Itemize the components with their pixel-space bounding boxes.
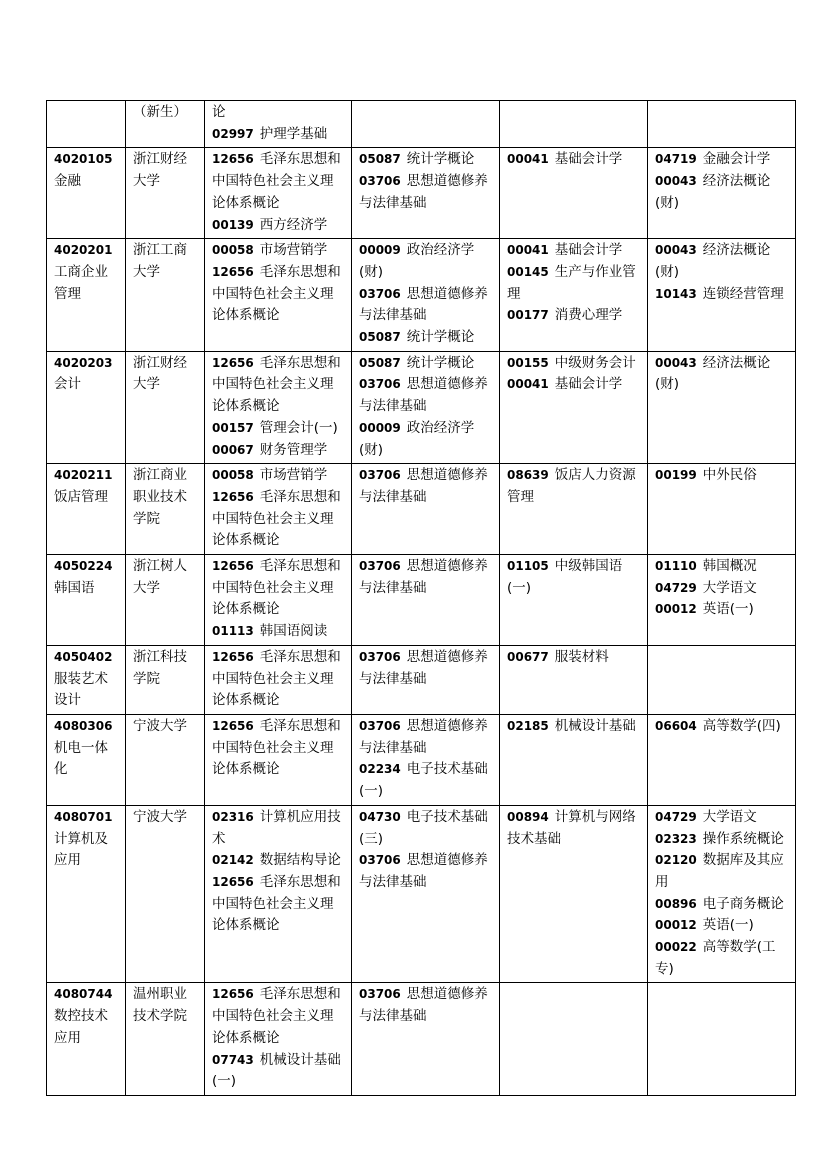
table-row [47, 645, 796, 714]
major-name: 会计 [54, 376, 81, 393]
major-code: 4020211 [54, 468, 113, 483]
course-code: 00041 [507, 243, 549, 258]
courses-cell-c4 [648, 983, 796, 1096]
course-code: 04719 [655, 152, 697, 167]
course-code: 01105 [507, 559, 549, 574]
courses-cell-c2 [352, 805, 500, 983]
course-name: 金融会计学 [702, 151, 771, 168]
course-name: 论 [212, 104, 226, 120]
course-name: 基础会计学 [554, 376, 623, 393]
course-entry [212, 102, 346, 124]
course-code: 12656 [212, 987, 254, 1002]
course-entry [655, 716, 790, 738]
major-code: 4050402 [54, 649, 113, 664]
course-entry [507, 262, 642, 305]
courses-cell-c1 [205, 239, 352, 352]
course-name: 西方经济学 [259, 216, 328, 233]
courses-cell-c3 [500, 983, 648, 1096]
course-name: 经济法概论(财) [655, 242, 771, 280]
course-code: 00155 [507, 355, 549, 370]
course-name: 大学语文 [702, 808, 757, 825]
course-name: 韩国语阅读 [259, 623, 328, 640]
courses-cell-c4 [648, 148, 796, 239]
course-name: 毛泽东思想和中国特色社会主义理论体系概论 [212, 648, 341, 709]
school-cell [126, 351, 205, 464]
course-code: 00012 [655, 602, 697, 617]
course-name: 思想道德修养与法律基础 [359, 717, 488, 756]
course-entry [212, 215, 346, 237]
course-entry [212, 353, 346, 418]
course-name: 思想道德修养与法律基础 [359, 648, 488, 687]
course-entry [507, 305, 642, 327]
course-entry [212, 716, 346, 781]
course-code: 00199 [655, 468, 697, 483]
table-body [47, 101, 796, 1096]
course-entry [212, 465, 346, 487]
course-entry [212, 124, 346, 146]
course-name: 高等数学(工专) [655, 939, 776, 977]
course-name: 思想道德修养与法律基础 [359, 173, 488, 211]
course-name: 电子技术基础(三) [359, 808, 488, 847]
table-row [47, 805, 796, 983]
course-entry [359, 240, 494, 283]
course-code: 00058 [212, 243, 254, 258]
course-name: 统计学概论 [406, 151, 475, 168]
course-code: 12656 [212, 874, 254, 889]
major-name: 工商企业管理 [54, 263, 108, 302]
course-code: 03706 [359, 286, 401, 301]
course-code: 00012 [655, 918, 697, 933]
course-name: 毛泽东思想和中国特色社会主义理论体系概论 [212, 873, 341, 934]
course-code: 06604 [655, 718, 697, 733]
school-name: 浙江财经大学 [133, 151, 187, 190]
school-name: 浙江财经大学 [133, 354, 187, 393]
major-code: 4080306 [54, 718, 113, 733]
course-name: 操作系统概论 [702, 830, 784, 847]
school-cell [126, 464, 205, 555]
courses-cell-c3 [500, 239, 648, 352]
school-cell [126, 101, 205, 148]
course-code: 04729 [655, 809, 697, 824]
major-name: 服装艺术设计 [54, 670, 108, 709]
courses-cell-c1 [205, 555, 352, 646]
course-code: 00157 [212, 420, 254, 435]
course-name: 思想道德修养与法律基础 [359, 986, 488, 1025]
school-name: 浙江商业职业技术学院 [133, 467, 187, 527]
course-entry [655, 284, 790, 306]
course-entry [212, 149, 346, 214]
courses-cell-c1 [205, 983, 352, 1096]
school-name: 宁波大学 [133, 717, 187, 734]
course-entry [359, 284, 494, 327]
school-name: （新生） [133, 104, 187, 120]
course-code: 00043 [655, 174, 697, 189]
course-entry [212, 1050, 346, 1093]
course-code: 08639 [507, 468, 549, 483]
major-code: 4020203 [54, 355, 113, 370]
courses-cell-c4 [648, 101, 796, 148]
school-cell [126, 714, 205, 805]
major-code: 4020105 [54, 152, 113, 167]
course-code: 03706 [359, 559, 401, 574]
course-code: 03706 [359, 718, 401, 733]
course-name: 电子技术基础(一) [359, 761, 488, 800]
major-code: 4080744 [54, 987, 113, 1002]
courses-cell-c1 [205, 714, 352, 805]
course-entry [359, 850, 494, 893]
course-entry [507, 716, 642, 738]
course-name: 统计学概论 [406, 329, 475, 346]
school-cell [126, 148, 205, 239]
course-name: 财务管理学 [259, 441, 328, 458]
course-code: 02185 [507, 718, 549, 733]
course-code: 02323 [655, 831, 697, 846]
course-code: 00058 [212, 468, 254, 483]
course-code: 05087 [359, 355, 401, 370]
major-cell [47, 645, 126, 714]
school-name: 浙江树人大学 [133, 558, 187, 596]
course-code: 03706 [359, 987, 401, 1002]
course-entry [507, 374, 642, 396]
course-entry [655, 915, 790, 937]
course-entry [359, 418, 494, 461]
course-entry [359, 807, 494, 850]
course-code: 02316 [212, 809, 254, 824]
course-entry [212, 418, 346, 440]
major-code: 4020201 [54, 243, 113, 258]
course-code: 00145 [507, 264, 549, 279]
course-code: 00041 [507, 377, 549, 392]
courses-cell-c2 [352, 983, 500, 1096]
major-cell [47, 101, 126, 148]
course-name: 市场营销学 [259, 467, 328, 484]
course-code: 12656 [212, 264, 254, 279]
major-cell [47, 148, 126, 239]
course-code: 02142 [212, 853, 254, 868]
course-name: 服装材料 [554, 648, 609, 665]
course-name: 韩国概况 [702, 558, 757, 575]
major-cell [47, 464, 126, 555]
course-name: 计算机与网络技术基础 [507, 808, 636, 847]
course-code: 01110 [655, 559, 697, 574]
major-cell [47, 805, 126, 983]
course-entry [359, 465, 494, 508]
course-entry [507, 556, 642, 599]
course-name: 中级财务会计 [554, 354, 636, 371]
course-name: 统计学概论 [406, 354, 475, 371]
course-name: 毛泽东思想和中国特色社会主义理论体系概论 [212, 558, 341, 618]
course-code: 05087 [359, 152, 401, 167]
course-code: 03706 [359, 649, 401, 664]
courses-cell-c4 [648, 464, 796, 555]
course-name: 毛泽东思想和中国特色社会主义理论体系概论 [212, 986, 341, 1046]
course-name: 思想道德修养与法律基础 [359, 852, 488, 890]
course-name: 消费心理学 [554, 307, 623, 324]
school-name: 温州职业技术学院 [133, 986, 187, 1025]
course-code: 12656 [212, 649, 254, 664]
course-name: 毛泽东思想和中国特色社会主义理论体系概论 [212, 354, 341, 415]
course-name: 计算机应用技术 [212, 808, 341, 847]
course-entry [655, 599, 790, 621]
course-name: 英语(一) [702, 917, 754, 934]
school-cell [126, 239, 205, 352]
course-name: 数据结构导论 [259, 852, 341, 869]
course-entry [507, 240, 642, 262]
major-cell [47, 555, 126, 646]
course-name: 经济法概论(财) [655, 173, 771, 211]
course-code: 00677 [507, 649, 549, 664]
course-code: 04730 [359, 809, 401, 824]
course-code: 00067 [212, 442, 254, 457]
course-code: 00894 [507, 809, 549, 824]
course-entry [212, 807, 346, 850]
exam-schedule-table [46, 100, 796, 1096]
courses-cell-c2 [352, 239, 500, 352]
course-code: 00043 [655, 355, 697, 370]
course-code: 00009 [359, 243, 401, 258]
course-entry [507, 149, 642, 171]
courses-cell-c4 [648, 805, 796, 983]
course-entry [655, 850, 790, 893]
major-name: 金融 [54, 173, 81, 190]
major-name: 数控技术应用 [54, 1008, 108, 1046]
courses-cell-c1 [205, 351, 352, 464]
course-entry [359, 353, 494, 375]
course-code: 00177 [507, 308, 549, 323]
course-name: 数据库及其应用 [655, 852, 784, 890]
major-code: 4080701 [54, 809, 113, 824]
course-name: 政治经济学(财) [359, 242, 475, 280]
course-entry [359, 149, 494, 171]
course-entry [655, 894, 790, 916]
course-entry [359, 327, 494, 349]
course-entry [212, 621, 346, 643]
courses-cell-c2 [352, 555, 500, 646]
course-name: 思想道德修养与法律基础 [359, 285, 488, 324]
course-entry [655, 556, 790, 578]
table-row [47, 983, 796, 1096]
course-name: 思想道德修养与法律基础 [359, 467, 488, 505]
course-code: 04729 [655, 580, 697, 595]
course-name: 机械设计基础 [554, 717, 636, 734]
course-entry [655, 149, 790, 171]
major-cell [47, 239, 126, 352]
courses-cell-c4 [648, 351, 796, 464]
courses-cell-c2 [352, 464, 500, 555]
table-row [47, 148, 796, 239]
course-code: 10143 [655, 286, 697, 301]
major-name: 计算机及应用 [54, 830, 108, 869]
course-entry [507, 465, 642, 508]
course-entry [655, 937, 790, 980]
course-name: 思想道德修养与法律基础 [359, 376, 488, 415]
course-entry [212, 240, 346, 262]
course-entry [359, 647, 494, 690]
table-row [47, 239, 796, 352]
course-entry [655, 465, 790, 487]
course-code: 00896 [655, 896, 697, 911]
course-code: 12656 [212, 355, 254, 370]
major-code: 4050224 [54, 559, 113, 574]
course-code: 00009 [359, 420, 401, 435]
course-name: 管理会计(一) [259, 419, 338, 436]
table-row [47, 101, 796, 148]
courses-cell-c2 [352, 101, 500, 148]
course-code: 12656 [212, 559, 254, 574]
course-entry [212, 487, 346, 552]
course-name: 电子商务概论 [702, 895, 784, 912]
course-entry [212, 850, 346, 872]
course-code: 03706 [359, 853, 401, 868]
school-cell [126, 983, 205, 1096]
course-name: 毛泽东思想和中国特色社会主义理论体系概论 [212, 151, 341, 211]
school-cell [126, 805, 205, 983]
course-name: 大学语文 [702, 579, 757, 596]
course-entry [359, 171, 494, 214]
major-cell [47, 714, 126, 805]
school-name: 浙江科技学院 [133, 648, 187, 687]
courses-cell-c4 [648, 645, 796, 714]
course-code: 03706 [359, 377, 401, 392]
course-entry [359, 759, 494, 802]
course-name: 高等数学(四) [702, 717, 781, 734]
courses-cell-c3 [500, 101, 648, 148]
course-entry [507, 353, 642, 375]
major-cell [47, 983, 126, 1096]
course-name: 政治经济学(财) [359, 419, 475, 458]
courses-cell-c3 [500, 645, 648, 714]
course-code: 05087 [359, 330, 401, 345]
courses-cell-c1 [205, 148, 352, 239]
course-code: 00043 [655, 243, 697, 258]
course-name: 中级韩国语(一) [507, 558, 623, 596]
course-code: 02234 [359, 762, 401, 777]
course-entry [212, 262, 346, 327]
courses-cell-c3 [500, 351, 648, 464]
course-name: 市场营销学 [259, 242, 328, 259]
course-entry [359, 556, 494, 599]
courses-cell-c2 [352, 351, 500, 464]
course-name: 机械设计基础(一) [212, 1051, 341, 1090]
course-entry [359, 374, 494, 417]
course-name: 基础会计学 [554, 151, 623, 168]
course-code: 03706 [359, 468, 401, 483]
course-entry [212, 984, 346, 1049]
courses-cell-c4 [648, 239, 796, 352]
course-code: 03706 [359, 174, 401, 189]
courses-cell-c3 [500, 555, 648, 646]
courses-cell-c3 [500, 714, 648, 805]
course-name: 连锁经营管理 [702, 285, 784, 302]
course-entry [507, 807, 642, 850]
major-cell [47, 351, 126, 464]
course-entry [655, 807, 790, 829]
course-name: 毛泽东思想和中国特色社会主义理论体系概论 [212, 717, 341, 778]
course-code: 07743 [212, 1052, 254, 1067]
course-name: 英语(一) [702, 601, 754, 618]
school-name: 浙江工商大学 [133, 242, 187, 280]
course-code: 12656 [212, 152, 254, 167]
courses-cell-c4 [648, 555, 796, 646]
table-row [47, 351, 796, 464]
course-entry [655, 578, 790, 600]
course-code: 02120 [655, 853, 697, 868]
table-row [47, 714, 796, 805]
course-code: 02997 [212, 126, 254, 141]
courses-cell-c1 [205, 645, 352, 714]
course-code: 12656 [212, 718, 254, 733]
courses-cell-c3 [500, 805, 648, 983]
course-name: 中外民俗 [702, 467, 757, 484]
course-entry [359, 716, 494, 759]
courses-cell-c1 [205, 464, 352, 555]
course-entry [655, 353, 790, 396]
course-entry [655, 240, 790, 283]
course-code: 00022 [655, 940, 697, 955]
course-name: 毛泽东思想和中国特色社会主义理论体系概论 [212, 263, 341, 324]
course-name: 毛泽东思想和中国特色社会主义理论体系概论 [212, 488, 341, 549]
major-name: 韩国语 [54, 579, 95, 596]
courses-cell-c3 [500, 464, 648, 555]
courses-cell-c3 [500, 148, 648, 239]
courses-cell-c1 [205, 101, 352, 148]
course-code: 12656 [212, 489, 254, 504]
course-name: 思想道德修养与法律基础 [359, 558, 488, 596]
course-entry [359, 984, 494, 1027]
major-name: 机电一体化 [54, 739, 108, 778]
school-cell [126, 555, 205, 646]
course-entry [212, 556, 346, 621]
course-code: 00139 [212, 217, 254, 232]
course-entry [212, 647, 346, 712]
course-code: 00041 [507, 152, 549, 167]
course-name: 护理学基础 [259, 125, 328, 142]
course-name: 饭店人力资源管理 [507, 467, 636, 505]
course-entry [655, 829, 790, 851]
course-entry [212, 872, 346, 937]
school-cell [126, 645, 205, 714]
major-name: 饭店管理 [54, 488, 108, 505]
courses-cell-c4 [648, 714, 796, 805]
course-entry [507, 647, 642, 669]
course-name: 生产与作业管理 [507, 263, 636, 302]
course-name: 基础会计学 [554, 242, 623, 259]
courses-cell-c2 [352, 148, 500, 239]
courses-cell-c1 [205, 805, 352, 983]
courses-cell-c2 [352, 714, 500, 805]
table-row [47, 555, 796, 646]
school-name: 宁波大学 [133, 808, 187, 825]
table-row [47, 464, 796, 555]
course-code: 01113 [212, 624, 254, 639]
course-entry [655, 171, 790, 214]
course-name: 经济法概论(财) [655, 354, 771, 393]
course-entry [212, 440, 346, 462]
courses-cell-c2 [352, 645, 500, 714]
